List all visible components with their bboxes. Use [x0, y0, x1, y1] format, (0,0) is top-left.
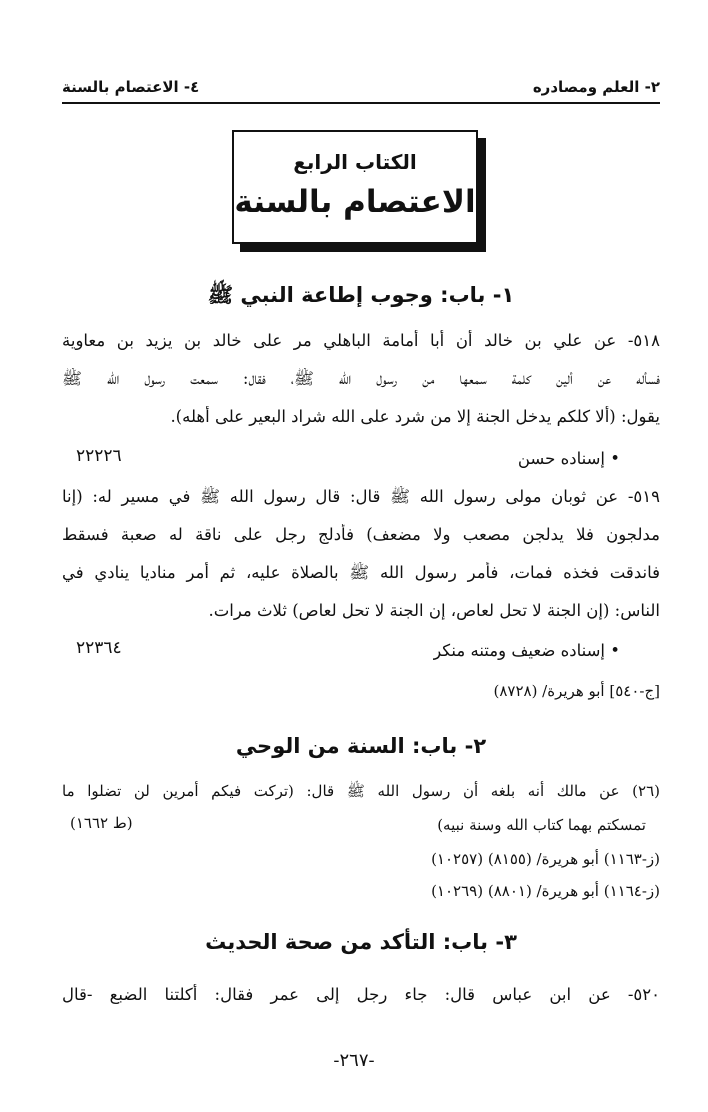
hadith-518-grading: • إسناده حسن [517, 449, 620, 468]
hadith-26-cross-ref-1: (ز-١١٦٣) أبو هريرة/ (٨١٥٥) (١٠٢٥٧) [431, 850, 660, 868]
running-header [62, 70, 660, 102]
header-chapter-title: ٢- العلم ومصادره [532, 78, 660, 96]
page-number: -٢٦٧- [333, 1050, 375, 1071]
hadith-519-cross-ref: [ج-٥٤٠] أبو هريرة/ (٨٧٢٨) [493, 682, 660, 700]
book-number: الكتاب الرابع [293, 150, 417, 174]
section-heading-1: ١- باب: وجوب إطاعة النبي ﷺ [207, 283, 515, 307]
hadith-518-line-1: ٥١٨- عن علي بن خالد أن أبا أمامة الباهلي مر على خالد بن يزيد بن معاوية [62, 331, 660, 350]
hadith-26-cross-ref-2: (ز-١١٦٤) أبو هريرة/ (٨٨٠١) (١٠٢٦٩) [431, 882, 660, 900]
hadith-520-line-1: ٥٢٠- عن ابن عباس قال: جاء رجل إلى عمر فقال: أكلتنا الضبع -قال [62, 985, 660, 1004]
hadith-518-line-3: يقول: (ألا كلكم يدخل الجنة إلا من شرد على الله شراد البعير على أهله). [170, 407, 660, 426]
hadith-26-line-1: (٢٦) عن مالك أنه بلغه أن رسول الله ﷺ قال: (تركت فيكم أمرين لن تضلوا ما [62, 782, 660, 800]
hadith-519-line-4: الناس: (إن الجنة لا تحل لعاص، إن الجنة لا تحل لعاص) ثلاث مرات. [208, 601, 660, 620]
book-title: الاعتصام بالسنة [234, 184, 476, 220]
hadith-519-line-2: مدلجون فلا يدلجن مصعب ولا مضعف) فأدلج رجل على ناقة له صعبة فسقط [62, 525, 660, 544]
hadith-518-number: ٢٢٢٢٦ [76, 446, 122, 466]
hadith-26-line-2: تمسكتم بهما كتاب الله وسنة نبيه) [437, 816, 646, 834]
hadith-519-line-1: ٥١٩- عن ثوبان مولى رسول الله ﷺ قال: قال رسول الله ﷺ في مسير له: (إنا [62, 487, 660, 506]
hadith-519-number: ٢٢٣٦٤ [76, 638, 122, 658]
header-rule [62, 102, 660, 104]
section-heading-3: ٣- باب: التأكد من صحة الحديث [205, 930, 517, 954]
book-title-box [232, 130, 478, 244]
hadith-518-line-2: فسأله عن ألين كلمة سمعها من رسول الله ﷺ، فقال: سمعت رسول الله ﷺ [62, 369, 660, 388]
section-heading-2: ٢- باب: السنة من الوحي [235, 734, 487, 758]
header-book-title: ٤- الاعتصام بالسنة [62, 78, 200, 96]
hadith-26-ref: (ط ١٦٦٢) [70, 814, 133, 832]
hadith-519-line-3: فاندقت فخذه فمات، فأمر رسول الله ﷺ بالصلاة عليه، ثم أمر مناديا ينادي في [62, 563, 660, 582]
hadith-519-grading: • إسناده ضعيف ومتنه منكر [433, 641, 620, 660]
